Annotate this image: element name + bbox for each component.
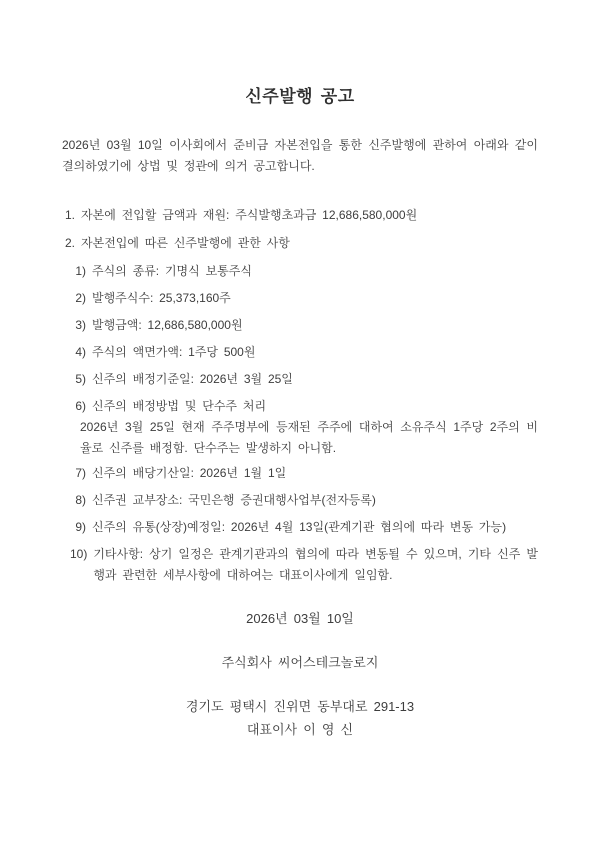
sublist [70, 261, 538, 586]
sublist-item-number: 7) [75, 466, 86, 480]
sublist-item-text: 신주의 배정기준일: 2026년 3월 25일 [92, 372, 293, 386]
sublist-item-number: 6) [75, 399, 86, 413]
sublist-item-text: 기타사항: 상기 일정은 관계기관과의 협의에 따라 변동될 수 있으며, 기타 신주 발행과 관련한 세부사항에 대하여는 대표이사에게 일임함. [93, 547, 538, 582]
sublist-item [70, 396, 538, 417]
footer-company-name: 주식회사 씨어스테크놀로지 [221, 655, 379, 670]
list-item [65, 205, 538, 226]
sublist-item-text: 신주의 배당기산일: 2026년 1월 1일 [92, 466, 287, 480]
sublist-item-number: 10) [70, 547, 88, 561]
sublist-item-number: 8) [75, 493, 86, 507]
sublist-item-number: 3) [75, 318, 86, 332]
sublist-item-text: 주식의 액면가액: 1주당 500원 [92, 345, 256, 359]
sublist-item [70, 315, 538, 336]
sublist-item [70, 544, 538, 586]
list-item [65, 233, 538, 254]
sublist-item-note: 2026년 3월 25일 현재 주주명부에 등재된 주주에 대하여 소유주식 1주당 2주의 비율로 신주를 배정함. 단수주는 발생하지 아니함. [80, 420, 538, 455]
sublist-item [70, 261, 538, 282]
list-item-text: 자본에 전입할 금액과 재원: 주식발행초과금 12,686,580,000원 [81, 208, 418, 222]
sublist-item-text: 신주의 배정방법 및 단수주 처리 [92, 399, 267, 413]
sublist-item-text: 신주권 교부장소: 국민은행 증권대행사업부(전자등록) [92, 493, 376, 507]
sublist-item-number: 1) [75, 264, 86, 278]
list-item-text: 자본전입에 따른 신주발행에 관한 사항 [81, 236, 290, 250]
sublist-item [70, 288, 538, 309]
sublist-item [70, 342, 538, 363]
intro-paragraph: 2026년 03월 10일 이사회에서 준비금 자본전입을 통한 신주발행에 관하여 아래와 같이 결의하였기에 상법 및 정관에 의거 공고합니다. [62, 138, 538, 173]
document-title: 신주발행 공고 [245, 87, 355, 106]
document-footer [62, 610, 538, 738]
sublist-item-text: 신주의 유통(상장)예정일: 2026년 4월 13일(관계기관 협의에 따라 변동 가능) [92, 520, 507, 534]
sublist-item [70, 517, 538, 538]
footer-ceo-name: 대표이사 이 영 신 [246, 722, 354, 737]
sublist-item [70, 369, 538, 390]
sublist-item-text: 발행주식수: 25,373,160주 [92, 291, 231, 305]
footer-address: 경기도 평택시 진위면 동부대로 291-13 [185, 699, 415, 714]
sublist-item [70, 490, 538, 511]
sublist-item-number: 2) [75, 291, 86, 305]
list-item-number: 1. [65, 208, 76, 222]
sublist-item-text: 발행금액: 12,686,580,000원 [92, 318, 243, 332]
list-item-number: 2. [65, 236, 76, 250]
sublist-item-number: 4) [75, 345, 86, 359]
sublist-item-number: 5) [75, 372, 86, 386]
sublist-item-text: 주식의 종류: 기명식 보통주식 [92, 264, 252, 278]
sublist-item [70, 463, 538, 484]
sublist-item-number: 9) [75, 520, 86, 534]
footer-date: 2026년 03월 10일 [246, 611, 354, 626]
